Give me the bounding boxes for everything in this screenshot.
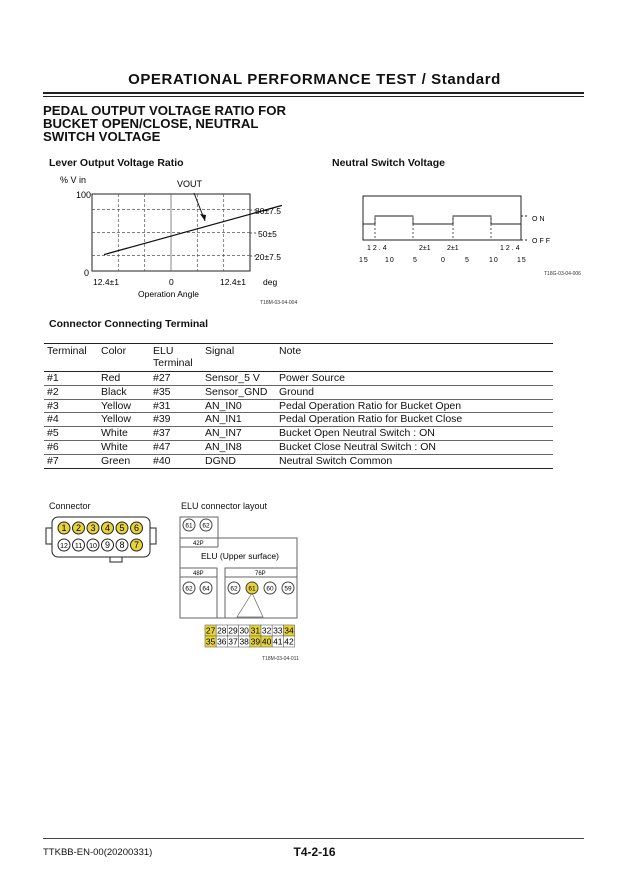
- table-row: [44, 427, 553, 441]
- connector-pin-label: 5: [119, 523, 125, 534]
- elu-heading: ELU connector layout: [181, 501, 268, 511]
- curve-label: VOUT: [177, 179, 203, 189]
- deg-label: 12.4: [367, 245, 389, 252]
- elu-terminal-label: 41: [273, 636, 283, 647]
- table-cell: White: [98, 427, 150, 441]
- connector-diagram: [44, 512, 159, 564]
- angle-label: 5: [413, 257, 417, 264]
- conn-48p-label: 48P: [193, 571, 204, 577]
- table-cell: #47: [150, 440, 202, 454]
- angle-label: 5: [465, 257, 469, 264]
- table-cell: Pedal Operation Ratio for Bucket Close: [276, 413, 553, 427]
- footer-page-number: T4-2-16: [293, 845, 336, 859]
- lever-output-chart: [44, 170, 334, 310]
- plot-grid: [92, 194, 250, 271]
- elu-terminal-label: 42: [284, 636, 294, 647]
- connector-pin-label: 10: [89, 543, 97, 551]
- elu-pin-label: 61: [185, 522, 193, 530]
- table-cell: #35: [150, 385, 202, 399]
- figure-id: T18M-03-04-004: [260, 300, 298, 306]
- table-header-row: [44, 344, 553, 372]
- angle-label: 10: [489, 257, 499, 264]
- elu-pin-label: 59: [284, 585, 292, 593]
- connector-pin-label: 11: [74, 543, 83, 551]
- deg-label: 2±1: [447, 245, 459, 252]
- elu-surface-label: ELU (Upper surface): [201, 551, 279, 561]
- table-cell: #31: [150, 399, 202, 413]
- elu-terminal-label: 35: [205, 636, 216, 647]
- table-cell: Black: [98, 385, 150, 399]
- elu-terminal-label: 36: [217, 636, 227, 647]
- elu-terminal-label: 34: [284, 625, 294, 636]
- y-zero-label: 0: [84, 268, 90, 278]
- table-cell: Ground: [276, 385, 553, 399]
- table-row: [44, 399, 553, 413]
- elu-terminal-grid: [205, 625, 295, 647]
- table-cell: Red: [98, 372, 150, 386]
- table-cell: #40: [150, 454, 202, 468]
- lever-chart-heading: Lever Output Voltage Ratio: [49, 157, 184, 169]
- connector-heading: Connector: [49, 501, 91, 511]
- connector-pin-label: 3: [90, 523, 96, 534]
- table-cell: #39: [150, 413, 202, 427]
- table-row: [44, 454, 553, 468]
- connector-pin-label: 4: [104, 523, 111, 534]
- table-cell: AN_IN7: [202, 427, 276, 441]
- elu-terminal-label: 30: [239, 625, 249, 636]
- figure-id: T18M-03-04-011: [262, 656, 299, 662]
- angle-label: 0: [441, 257, 445, 264]
- elu-pin-label: 61: [248, 585, 256, 593]
- table-row: [44, 385, 553, 399]
- connector-pin-label: 6: [133, 523, 140, 534]
- header-rule: [43, 92, 584, 94]
- y-top-label: 100: [76, 190, 92, 200]
- angle-label: 10: [385, 257, 395, 264]
- table-cell: #7: [44, 454, 98, 468]
- section-title-line: BUCKET OPEN/CLOSE, NEUTRAL: [43, 116, 259, 131]
- elu-terminal-label: 39: [250, 636, 261, 647]
- table-cell: #1: [44, 372, 98, 386]
- table-row: [44, 440, 553, 454]
- elu-terminal-label: 33: [273, 625, 283, 636]
- on-label: ON: [532, 216, 547, 223]
- neutral-chart-heading: Neutral Switch Voltage: [332, 157, 445, 169]
- table-cell: White: [98, 440, 150, 454]
- elu-pin-label: 62: [230, 585, 238, 593]
- connector-pin-label: 7: [133, 540, 140, 551]
- conn-42p-label: 42P: [193, 541, 204, 547]
- table-cell: Pedal Operation Ratio for Bucket Open: [276, 399, 553, 413]
- table-cell: #27: [150, 372, 202, 386]
- x-tick-center: 0: [169, 277, 174, 287]
- off-label: OFF: [532, 238, 552, 245]
- elu-pin-label: 62: [202, 522, 210, 530]
- neutral-switch-chart: [355, 188, 615, 278]
- table-cell: Power Source: [276, 372, 553, 386]
- table-cell: Sensor_GND: [202, 385, 276, 399]
- elu-terminal-label: 27: [205, 625, 216, 636]
- footer-doc-code: TTKBB-EN-00(20200331): [43, 847, 153, 858]
- table-cell: Neutral Switch Common: [276, 454, 553, 468]
- right-label-50: 50±5: [258, 229, 277, 239]
- x-unit-label: deg: [263, 277, 278, 287]
- table-row: [44, 372, 553, 386]
- section-title-line: PEDAL OUTPUT VOLTAGE RATIO FOR: [43, 103, 286, 118]
- y-unit-label: % V in: [60, 175, 87, 185]
- table-cell: AN_IN8: [202, 440, 276, 454]
- connector-pin-label: 1: [61, 523, 67, 534]
- table-cell: #6: [44, 440, 98, 454]
- conn-76p-label: 76P: [255, 571, 266, 577]
- connector-latch-left: [46, 528, 52, 544]
- x-axis-label: Operation Angle: [138, 289, 199, 299]
- table-cell: Bucket Open Neutral Switch : ON: [276, 427, 553, 441]
- table-cell: Green: [98, 454, 150, 468]
- elu-terminal-label: 37: [228, 636, 238, 647]
- table-row: [44, 413, 553, 427]
- x-tick-right: 12.4±1: [220, 277, 246, 287]
- table-cell: Yellow: [98, 399, 150, 413]
- deg-label: 2±1: [419, 245, 431, 252]
- figure-id: T18G-03-04-006: [544, 271, 581, 277]
- footer-rule: [43, 838, 584, 839]
- table-cell: AN_IN1: [202, 413, 276, 427]
- table-cell: #5: [44, 427, 98, 441]
- elu-layout-diagram: [177, 513, 307, 665]
- section-title-line: SWITCH VOLTAGE: [43, 129, 161, 144]
- connector-terminal-table: [44, 343, 553, 469]
- elu-terminal-label: 31: [250, 625, 261, 636]
- connector-key: [110, 557, 122, 562]
- table-cell: Bucket Close Neutral Switch : ON: [276, 440, 553, 454]
- elu-terminal-label: 32: [261, 625, 272, 636]
- table-cell: Yellow: [98, 413, 150, 427]
- table-cell: #2: [44, 385, 98, 399]
- elu-terminal-label: 40: [261, 636, 272, 647]
- elu-terminal-label: 38: [239, 636, 249, 647]
- right-label-20: 20±7.5: [255, 252, 281, 262]
- column-header: Terminal: [44, 344, 98, 372]
- elu-pin-label: 64: [202, 585, 210, 593]
- column-header: Color: [98, 344, 150, 372]
- connector-pin-label: 12: [60, 543, 68, 551]
- deg-label: 12.4: [500, 245, 522, 252]
- angle-label: 15: [359, 257, 369, 264]
- column-header: Note: [276, 344, 553, 372]
- header-rule-thin: [43, 96, 584, 97]
- table-cell: Sensor_5 V: [202, 372, 276, 386]
- connector-pin-label: 8: [119, 540, 125, 551]
- section-title: [43, 104, 286, 143]
- column-header: ELU Terminal: [150, 344, 202, 372]
- x-tick-left: 12.4±1: [93, 277, 119, 287]
- elu-pin-label: 60: [266, 585, 274, 593]
- table-cell: AN_IN0: [202, 399, 276, 413]
- page-header-title: OPERATIONAL PERFORMANCE TEST / Standard: [128, 71, 501, 88]
- elu-pin-label: 62: [185, 585, 193, 593]
- elu-terminal-label: 29: [228, 625, 238, 636]
- vout-arrow: [200, 214, 206, 221]
- connector-latch-right: [150, 528, 156, 544]
- connector-pin-label: 2: [75, 523, 82, 534]
- table-cell: DGND: [202, 454, 276, 468]
- switch-waveform: [363, 216, 521, 224]
- table-cell: #4: [44, 413, 98, 427]
- switch-frame: [363, 196, 521, 240]
- connector-terminal-heading: Connector Connecting Terminal: [49, 318, 209, 330]
- right-label-80: 80±7.5: [255, 206, 281, 216]
- table-cell: #3: [44, 399, 98, 413]
- column-header: Signal: [202, 344, 276, 372]
- elu-terminal-label: 28: [217, 625, 227, 636]
- connector-pin-label: 9: [104, 540, 111, 551]
- table-cell: #37: [150, 427, 202, 441]
- angle-label: 15: [517, 257, 527, 264]
